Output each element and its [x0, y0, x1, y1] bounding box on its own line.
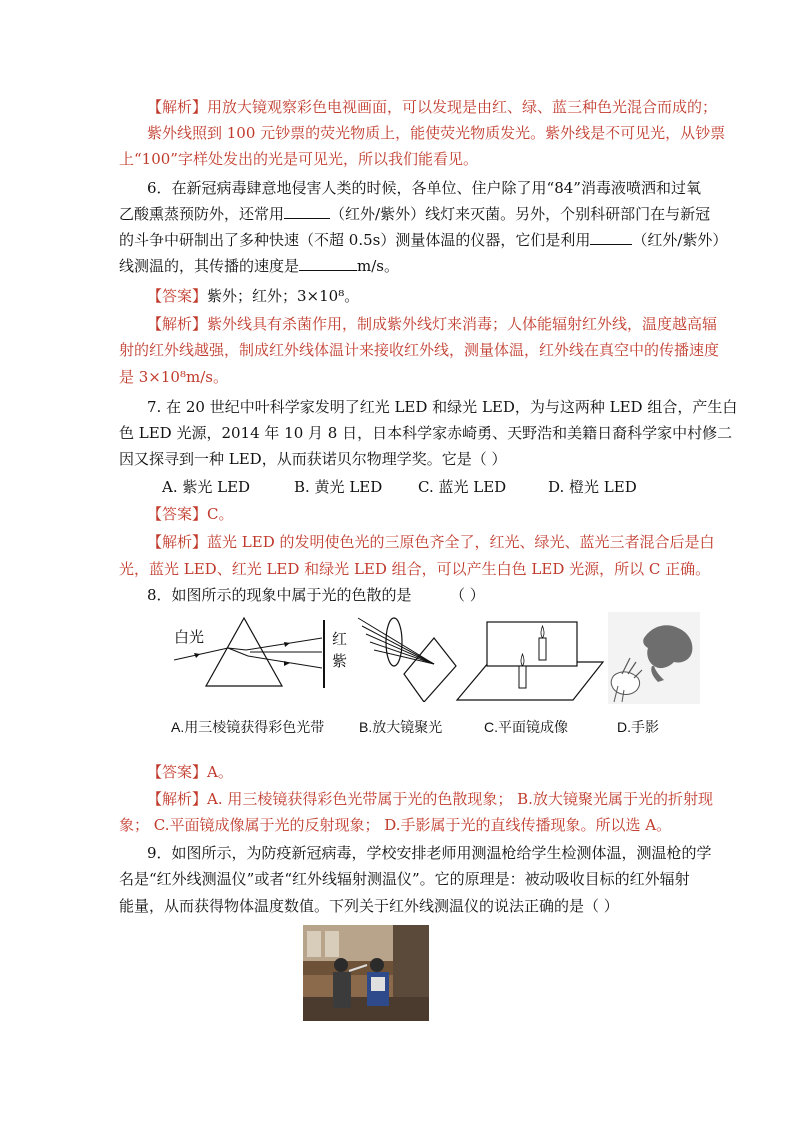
answer-text: A。	[207, 763, 233, 781]
analysis-line: 紫外线照到 100 元钞票的荧光物质上，能使荧光物质发光。紫外线是不可见光，从钞票	[147, 124, 726, 142]
text: 8．如图所示的现象中属于光的色散的是	[147, 586, 412, 604]
caption-a: A.用三棱镜获得彩色光带	[171, 719, 325, 735]
hand-shadow-figure	[608, 612, 700, 704]
analysis-line	[147, 314, 717, 334]
answer-tag: 【答案】	[147, 505, 208, 523]
answer-line	[147, 286, 359, 306]
red-ray	[246, 638, 322, 650]
plane-mirror-figure	[455, 618, 605, 702]
question-6-line	[119, 256, 399, 276]
question-7-line: 色 LED 光源，2014 年 10 月 8 日，日本科学家赤崎勇、天野浩和美籍日裔科学家中村修二	[119, 424, 733, 442]
question-9-line: 9．如图所示，为防疫新冠病毒，学校安排老师用测温枪给学生检测体温，测温枪的学	[147, 844, 712, 862]
question-9-line: 能量，从而获得物体温度数值。下列关于红外线测温仪的说法正确的是（ ）	[119, 897, 619, 915]
analysis-text: A. 用三棱镜获得彩色光带属于光的色散现象； B.放大镜聚光属于光的折射现	[207, 790, 713, 808]
analysis-tag: 【解析】	[147, 790, 208, 808]
candle	[519, 666, 526, 688]
text: 的斗争中研制出了多种快速（不超 0.5s）测量体温的仪器，它们是利用	[119, 231, 591, 249]
text: 乙酸熏蒸预防外，还常用	[119, 205, 285, 223]
text: 线测温的，其传播的速度是	[119, 257, 300, 275]
answer-blank	[284, 204, 330, 219]
question-9-line: 名是“红外线测温仪”或者“红外线辐射测温仪”。它的原理是：被动吸收目标的红外辐射	[119, 870, 690, 888]
hand-shape	[611, 672, 639, 695]
answer-text: C。	[207, 505, 234, 523]
analysis-line	[147, 789, 713, 809]
magnifier-figure	[352, 612, 462, 702]
question-6-line	[119, 230, 727, 250]
answer-line	[147, 504, 234, 524]
text: （红外/紫外）	[632, 231, 728, 249]
caption-d: D.手影	[617, 719, 659, 735]
analysis-tag: 【解析】	[147, 98, 208, 116]
question-7-line: 因又探寻到一种 LED，从而获诺贝尔物理学奖。它是（ ）	[119, 450, 507, 468]
analysis-line: 象； C.平面镜成像属于光的反射现象； D.手影属于光的直线传播现象。所以选 A。	[119, 816, 672, 834]
incident-ray	[174, 648, 228, 660]
prism-figure	[170, 612, 360, 692]
label-purple: 紫	[332, 652, 348, 670]
analysis-text: 紫外线具有杀菌作用，制成紫外线灯来消毒；人体能辐射红外线，温度越高辐	[207, 315, 718, 333]
analysis-line	[147, 97, 717, 117]
question-6-line: 6．在新冠病毒肆意地侵害人类的时候，各单位、住户除了用“84”消毒液喷洒和过氧	[147, 179, 701, 197]
question-6-line	[119, 204, 710, 224]
lens-shape	[386, 618, 402, 666]
answer-tag: 【答案】	[147, 287, 208, 305]
temperature-check-photo	[303, 925, 429, 1021]
analysis-line	[147, 532, 715, 552]
paper-shape	[404, 638, 456, 702]
table-surface	[457, 662, 603, 700]
analysis-line: 光，蓝光 LED、红光 LED 和绿光 LED 组合，可以产生白色 LED 光源，所以 C 正确。	[119, 560, 711, 578]
text: （红外/紫外）线灯来灭菌。另外，个别科研部门在与新冠	[330, 205, 711, 223]
label-white-light: 白光	[174, 628, 205, 646]
question-7-line: 7. 在 20 世纪中叶科学家发明了红光 LED 和绿光 LED，为与这两种 LED 组合，产生白	[147, 398, 738, 416]
answer-text: 紫外；红外；3×10⁸。	[207, 287, 360, 305]
caption-c: C.平面镜成像	[484, 719, 568, 735]
analysis-line: 是 3×10⁸m/s。	[119, 368, 228, 386]
analysis-line: 射的红外线越强，制成红外线体温计来接收红外线，测量体温，红外线在真空中的传播速度	[119, 341, 720, 359]
analysis-line: 上“100”字样处发出的光是可见光，所以我们能看见。	[119, 150, 478, 168]
answer-blank	[590, 230, 632, 245]
option-c[interactable]: C. 蓝光 LED	[418, 478, 507, 496]
text: m/s。	[357, 257, 399, 275]
analysis-text: 用放大镜观察彩色电视画面，可以发现是由红、绿、蓝三种色光混合而成的；	[207, 98, 718, 116]
analysis-text: 蓝光 LED 的发明使色光的三原色齐全了，红光、绿光、蓝光三者混合后是白	[207, 533, 715, 551]
answer-bracket: （ ）	[450, 586, 485, 604]
analysis-tag: 【解析】	[147, 315, 208, 333]
question-8-line	[147, 585, 412, 605]
analysis-tag: 【解析】	[147, 533, 208, 551]
answer-tag: 【答案】	[147, 763, 208, 781]
answer-blank	[299, 256, 357, 271]
label-red: 红	[332, 630, 348, 648]
option-a[interactable]: A. 紫光 LED	[162, 478, 251, 496]
option-b[interactable]: B. 黄光 LED	[294, 478, 383, 496]
glass-pane	[487, 622, 577, 666]
option-d[interactable]: D. 橙光 LED	[548, 478, 637, 496]
answer-line	[147, 762, 233, 782]
caption-b: B.放大镜聚光	[359, 719, 443, 735]
